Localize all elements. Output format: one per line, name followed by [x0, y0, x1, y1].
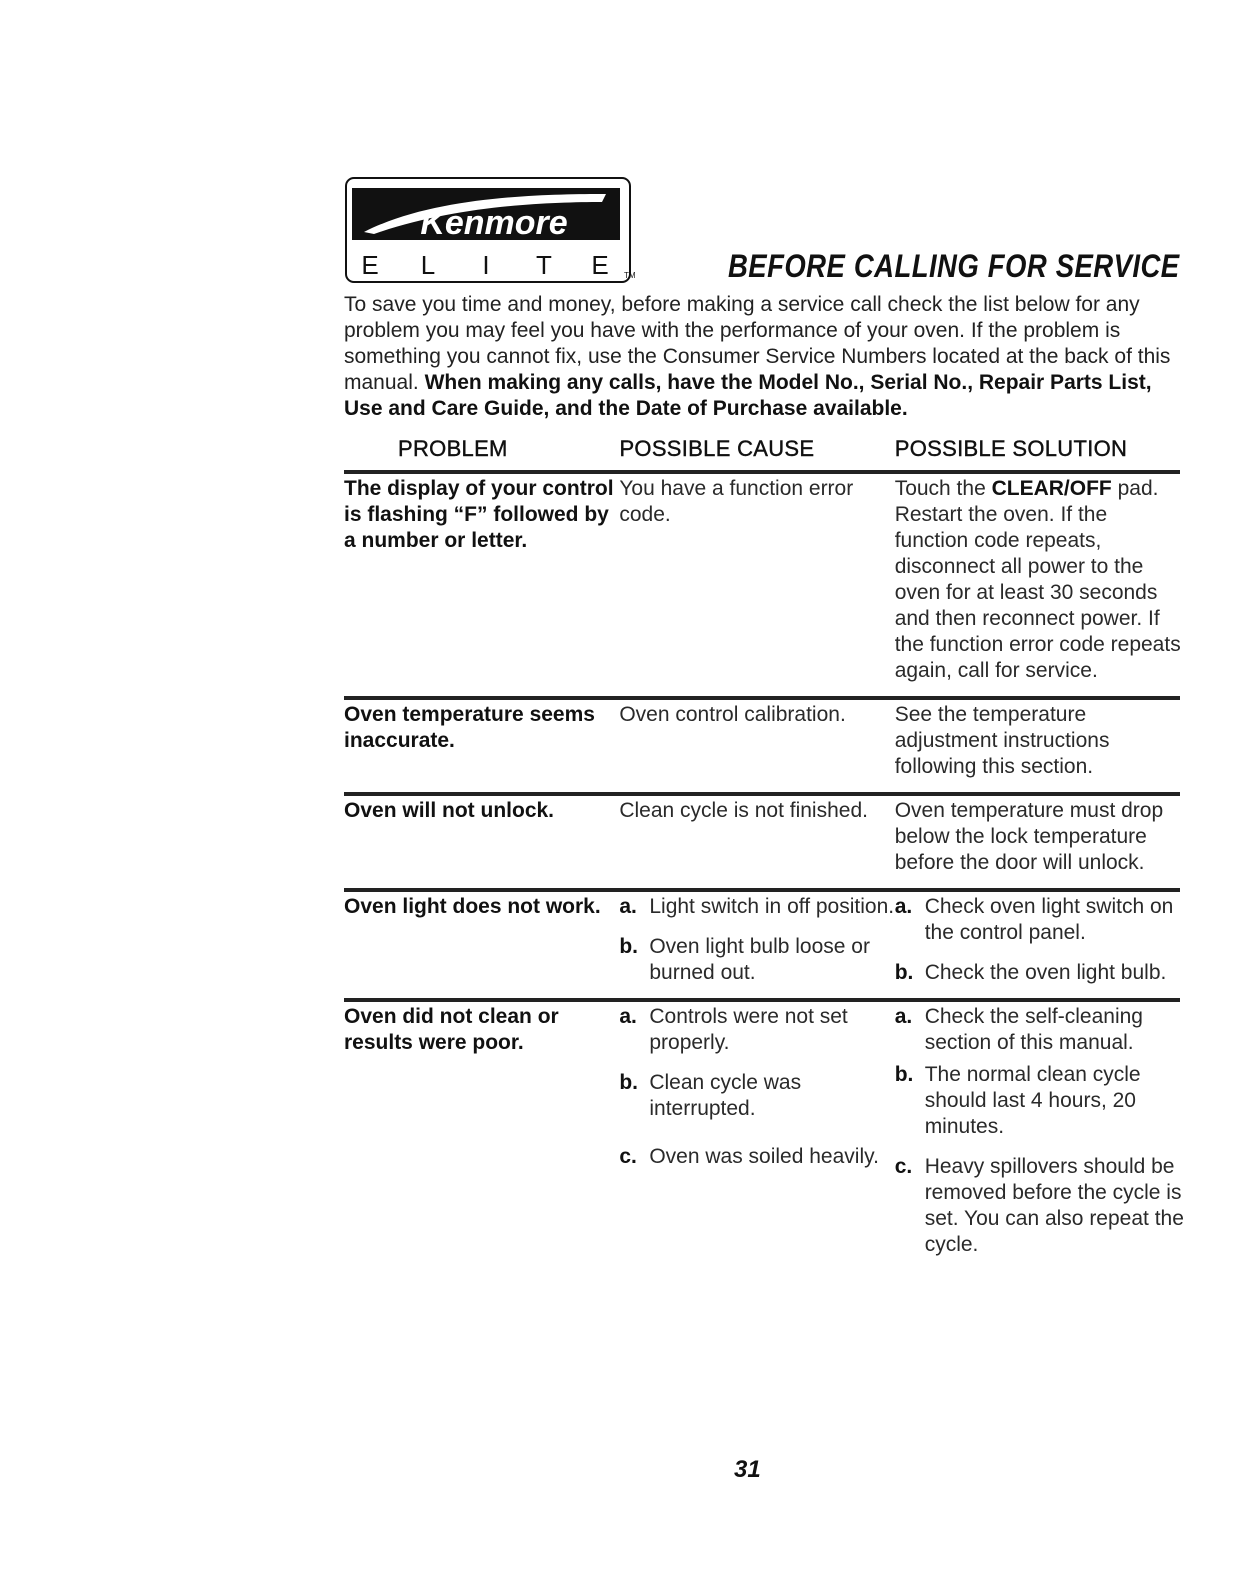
item-text: Heavy spillovers should be removed before the cycle is set. You can also repeat the cycle.	[924, 1155, 1184, 1256]
item-letter: c.	[894, 1155, 913, 1178]
problem-cell: Oven will not unlock.	[344, 799, 555, 822]
kenmore-elite-logo	[344, 176, 634, 288]
logo-word: Kenmore	[420, 204, 568, 242]
cause-cell: Clean cycle is not finished.	[619, 799, 868, 822]
problem-cell: The display of your control is flashing “F” followed by a number or letter.	[344, 477, 614, 552]
problem-cell: Oven did not clean or results were poor.	[344, 1005, 559, 1054]
item-text: The normal clean cycle should last 4 hours, 20 minutes.	[924, 1063, 1141, 1138]
solution-cell: Oven temperature must drop below the lock temperature before the door will unlock.	[894, 799, 1164, 874]
title-word: BEFORE	[728, 248, 846, 284]
header-problem: PROBLEM	[398, 436, 508, 461]
item-text: Check oven light switch on the control panel.	[924, 895, 1174, 944]
solution-cell	[895, 894, 1184, 986]
problem-cell: Oven temperature seems inaccurate.	[344, 703, 595, 752]
logo-letter: E	[361, 250, 379, 280]
item-text: Oven light bulb loose or burned out.	[649, 935, 870, 984]
item-letter: c.	[619, 1145, 637, 1168]
item-letter: a.	[894, 1005, 913, 1028]
page-header	[344, 172, 1184, 290]
solution-item	[895, 1004, 1184, 1056]
table-row	[344, 474, 1184, 696]
title-word: CALLING	[853, 248, 980, 284]
solution-cell	[895, 1004, 1184, 1258]
item-letter: b.	[619, 935, 639, 958]
cause-item	[619, 1004, 894, 1056]
item-letter: a.	[894, 895, 913, 918]
table-row	[344, 700, 1184, 792]
intro-paragraph	[344, 292, 1179, 422]
table-row	[344, 1002, 1184, 1270]
solution-text: pad. Restart the oven. If the function code repeats, disconnect all power to the oven for at least 30 seconds and then reconnect power. If the function error code repeats again, call for service.	[894, 477, 1181, 682]
table-row	[344, 892, 1184, 998]
cause-cell	[619, 894, 894, 986]
item-letter: b.	[894, 961, 914, 984]
solution-item	[895, 960, 1184, 986]
solution-cell	[895, 476, 1184, 684]
logo-letter: I	[482, 250, 490, 280]
cause-item	[619, 934, 894, 986]
header-cause: POSSIBLE CAUSE	[619, 436, 815, 461]
solution-cell: See the temperature adjustment instructions following this section.	[894, 703, 1110, 778]
header-solution: POSSIBLE SOLUTION	[894, 436, 1128, 461]
cause-item	[619, 894, 894, 920]
item-text: Check the oven light bulb.	[924, 961, 1167, 984]
solution-text: Touch the	[894, 477, 992, 500]
title-word: SERVICE	[1055, 248, 1180, 284]
item-letter: a.	[619, 895, 637, 918]
item-letter: b.	[619, 1071, 639, 1094]
title-word: FOR	[987, 248, 1048, 284]
cause-cell: Oven control calibration.	[619, 703, 846, 726]
item-letter: b.	[894, 1063, 914, 1086]
page-title	[728, 248, 1188, 285]
item-text: Clean cycle was interrupted.	[649, 1071, 802, 1120]
item-text: Light switch in off position.	[649, 895, 895, 918]
item-text: Oven was soiled heavily.	[649, 1145, 879, 1168]
table-header	[344, 436, 1184, 462]
trademark-mark: TM	[624, 271, 636, 280]
problem-cell: Oven light does not work.	[344, 895, 601, 918]
logo-letter: L	[420, 250, 436, 280]
solution-item	[895, 1062, 1184, 1140]
solution-item	[895, 894, 1184, 946]
solution-item	[895, 1154, 1184, 1258]
item-text: Controls were not set properly.	[649, 1005, 848, 1054]
page-number: 31	[734, 1456, 761, 1483]
logo-letter: E	[591, 250, 609, 280]
item-text: Check the self-cleaning section of this manual.	[924, 1005, 1143, 1054]
cause-item	[619, 1144, 894, 1170]
intro-text: To save you time and money, before making a service call check the list below for any problem you may feel you have with the performance of your oven. If the problem is something you cannot fix, use the Consumer Service Numbers located at the back of this manual.	[344, 293, 1171, 394]
intro-bold-text: When making any calls, have the Model No., Serial No., Repair Parts List, Use and Care Guide, and the Date of Purchase available.	[344, 371, 1152, 420]
logo-letter: T	[536, 250, 552, 280]
cause-cell: You have a function error code.	[619, 477, 854, 526]
service-page	[344, 172, 1184, 1270]
table-row	[344, 796, 1184, 888]
cause-cell	[619, 1004, 894, 1258]
clear-off-pad-label: CLEAR/OFF	[991, 477, 1112, 500]
cause-item	[619, 1070, 894, 1122]
item-letter: a.	[619, 1005, 637, 1028]
